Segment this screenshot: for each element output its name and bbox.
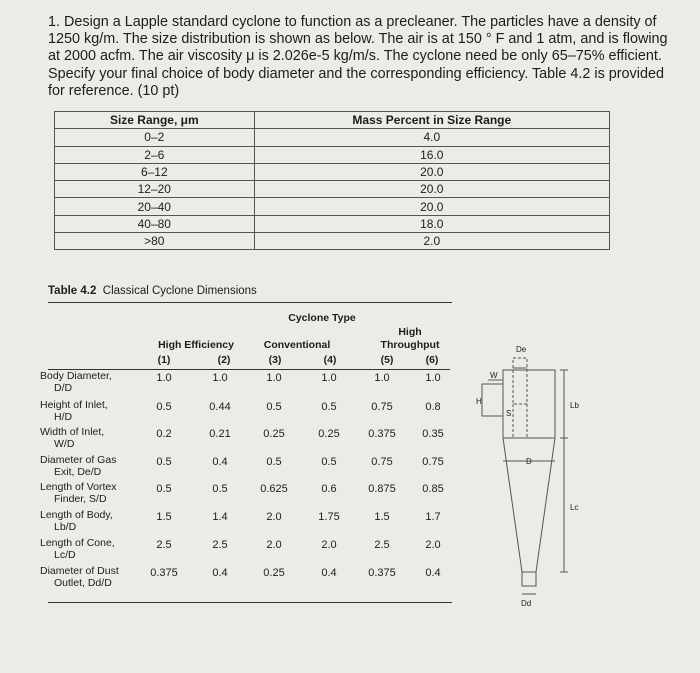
group-conventional: Conventional — [263, 339, 331, 351]
label-Dd: Dd — [521, 599, 532, 608]
dimension-value: 1.7 — [425, 511, 441, 523]
dimension-value: 0.2 — [156, 428, 172, 440]
group-high: High — [398, 326, 422, 338]
dimension-value: 0.4 — [321, 567, 337, 579]
dimension-ratio: Lc/D — [54, 548, 76, 561]
mass-percent-cell: 4.0 — [254, 129, 609, 146]
dimension-value: 0.625 — [260, 483, 288, 495]
dimension-value: 0.4 — [212, 456, 228, 468]
table-row — [55, 163, 610, 180]
dimension-value: 0.75 — [371, 401, 393, 413]
dimension-ratio: H/D — [54, 410, 73, 423]
col-header: (1) — [157, 354, 171, 366]
dimension-value: 0.5 — [156, 456, 172, 468]
dimension-value: 0.8 — [425, 401, 441, 413]
dimension-name: Width of Inlet, — [40, 426, 105, 438]
dimension-ratio: W/D — [54, 437, 75, 450]
dimension-value: 1.5 — [156, 511, 172, 523]
dimension-label — [40, 427, 104, 450]
dimension-label — [40, 538, 115, 561]
dimension-name: Length of Cone, — [40, 537, 115, 549]
dimension-label — [40, 371, 112, 394]
dimension-value: 0.35 — [422, 428, 444, 440]
label-W: W — [490, 371, 498, 380]
dimension-value: 1.0 — [425, 372, 441, 384]
dimension-label — [40, 510, 113, 533]
dimension-value: 2.5 — [374, 539, 390, 551]
cyclone-type-header: Cyclone Type — [288, 312, 356, 324]
vortex-finder — [513, 358, 527, 404]
dimension-value: 0.5 — [321, 401, 337, 413]
dimension-value: 0.6 — [321, 483, 337, 495]
size-distribution-table — [54, 111, 610, 250]
label-De: De — [516, 345, 527, 354]
table-row — [55, 181, 610, 198]
table42-label: Table 4.2 — [48, 285, 97, 297]
dimension-value: 0.5 — [321, 456, 337, 468]
dimension-value: 0.25 — [263, 567, 285, 579]
dimension-ratio: Finder, S/D — [54, 492, 107, 505]
mass-percent-cell: 20.0 — [254, 198, 609, 215]
size-range-cell: 40–80 — [55, 215, 255, 232]
dimension-value: 0.4 — [212, 567, 228, 579]
dimension-value: 1.5 — [374, 511, 390, 523]
dimension-value: 2.5 — [156, 539, 172, 551]
table42-title — [48, 285, 257, 297]
col-header: (4) — [323, 354, 337, 366]
table-row — [55, 129, 610, 146]
dimension-name: Height of Inlet, — [40, 399, 108, 411]
dimension-value: 1.0 — [156, 372, 172, 384]
table42-name: Classical Cyclone Dimensions — [102, 285, 257, 297]
dimension-name: Diameter of Dust — [40, 565, 119, 577]
dimension-value: 2.0 — [321, 539, 337, 551]
dimension-ratio: Lb/D — [54, 520, 77, 533]
cyclone-diagram — [476, 340, 586, 620]
size-range-cell: 6–12 — [55, 163, 255, 180]
dimension-label — [40, 482, 116, 505]
dimension-label — [40, 455, 116, 478]
dimension-value: 2.0 — [266, 511, 282, 523]
mass-percent-header: Mass Percent in Size Range — [254, 112, 609, 129]
dimension-value: 0.85 — [422, 483, 444, 495]
dimension-value: 0.375 — [150, 567, 178, 579]
mass-percent-cell: 20.0 — [254, 181, 609, 198]
dimension-value: 0.5 — [156, 401, 172, 413]
size-range-cell: 12–20 — [55, 181, 255, 198]
col-header: (6) — [425, 354, 439, 366]
size-range-header: Size Range, μm — [55, 112, 255, 129]
col-header: (2) — [217, 354, 231, 366]
size-range-cell: 2–6 — [55, 146, 255, 163]
dimension-name: Length of Body, — [40, 509, 113, 521]
dimension-value: 2.5 — [212, 539, 228, 551]
dimension-value: 1.0 — [321, 372, 337, 384]
dimension-value: 0.44 — [209, 401, 231, 413]
bottom-rule — [48, 602, 452, 603]
dimension-value: 0.5 — [266, 456, 282, 468]
table-row — [55, 233, 610, 250]
dimension-value: 0.21 — [209, 428, 231, 440]
dimension-value: 1.0 — [374, 372, 390, 384]
table-header-row — [55, 112, 610, 129]
dimension-value: 2.0 — [425, 539, 441, 551]
dimension-value: 0.25 — [318, 428, 340, 440]
table-row — [55, 215, 610, 232]
mass-percent-cell: 2.0 — [254, 233, 609, 250]
label-H: H — [476, 397, 482, 406]
label-D: D — [526, 457, 532, 466]
label-S: S — [506, 409, 512, 418]
dimension-name: Length of Vortex — [40, 481, 117, 493]
table-row — [55, 198, 610, 215]
dimension-value: 0.25 — [263, 428, 285, 440]
dimension-value: 2.0 — [266, 539, 282, 551]
dimension-value: 0.5 — [266, 401, 282, 413]
size-range-cell: 20–40 — [55, 198, 255, 215]
size-range-cell: >80 — [55, 233, 255, 250]
dimension-name: Diameter of Gas — [40, 454, 117, 466]
dimension-label — [40, 400, 108, 423]
mass-percent-cell: 16.0 — [254, 146, 609, 163]
col-header: (5) — [380, 354, 394, 366]
cyclone-body — [503, 370, 555, 438]
dimension-value: 0.4 — [425, 567, 441, 579]
dust-outlet — [522, 572, 536, 586]
group-high-efficiency: High Efficiency — [158, 339, 234, 351]
dimension-value: 1.0 — [212, 372, 228, 384]
inlet — [482, 384, 503, 416]
dimension-value: 0.5 — [212, 483, 228, 495]
dimension-ratio: D/D — [54, 381, 73, 394]
dimension-value: 0.5 — [156, 483, 172, 495]
dimension-value: 0.75 — [371, 456, 393, 468]
table-row — [55, 146, 610, 163]
dimension-label — [40, 566, 119, 589]
label-Lc: Lc — [570, 503, 579, 512]
dimension-ratio: Exit, De/D — [54, 465, 102, 478]
group-throughput: Throughput — [380, 339, 440, 351]
size-range-cell: 0–2 — [55, 129, 255, 146]
dimension-value: 1.4 — [212, 511, 228, 523]
dimension-value: 1.75 — [318, 511, 340, 523]
col-header: (3) — [268, 354, 282, 366]
dimension-value: 0.375 — [368, 567, 396, 579]
dimension-name: Body Diameter, — [40, 370, 112, 382]
problem-statement: 1. Design a Lapple standard cyclone to function as a precleaner. The particles have a density of 1250 kg/m. The size distribution is shown as below. The air is at 150 ° F and 1 atm, and is flowing at 2000 acfm. The air viscosity μ is 2.026e-5 kg/m/s. The cyclone need be only 65–75% efficient. Specify your final choice of body diameter and the corresponding efficiency. Table 4.2 is provided for reference. (10 pt) — [48, 14, 668, 99]
dimension-value: 1.0 — [266, 372, 282, 384]
top-rule — [48, 302, 452, 303]
dimension-ratio: Outlet, Dd/D — [54, 576, 112, 589]
dimension-value: 0.75 — [422, 456, 444, 468]
dimension-value: 0.375 — [368, 428, 396, 440]
label-Lb: Lb — [570, 401, 579, 410]
mass-percent-cell: 18.0 — [254, 215, 609, 232]
dimension-value: 0.875 — [368, 483, 396, 495]
mass-percent-cell: 20.0 — [254, 163, 609, 180]
